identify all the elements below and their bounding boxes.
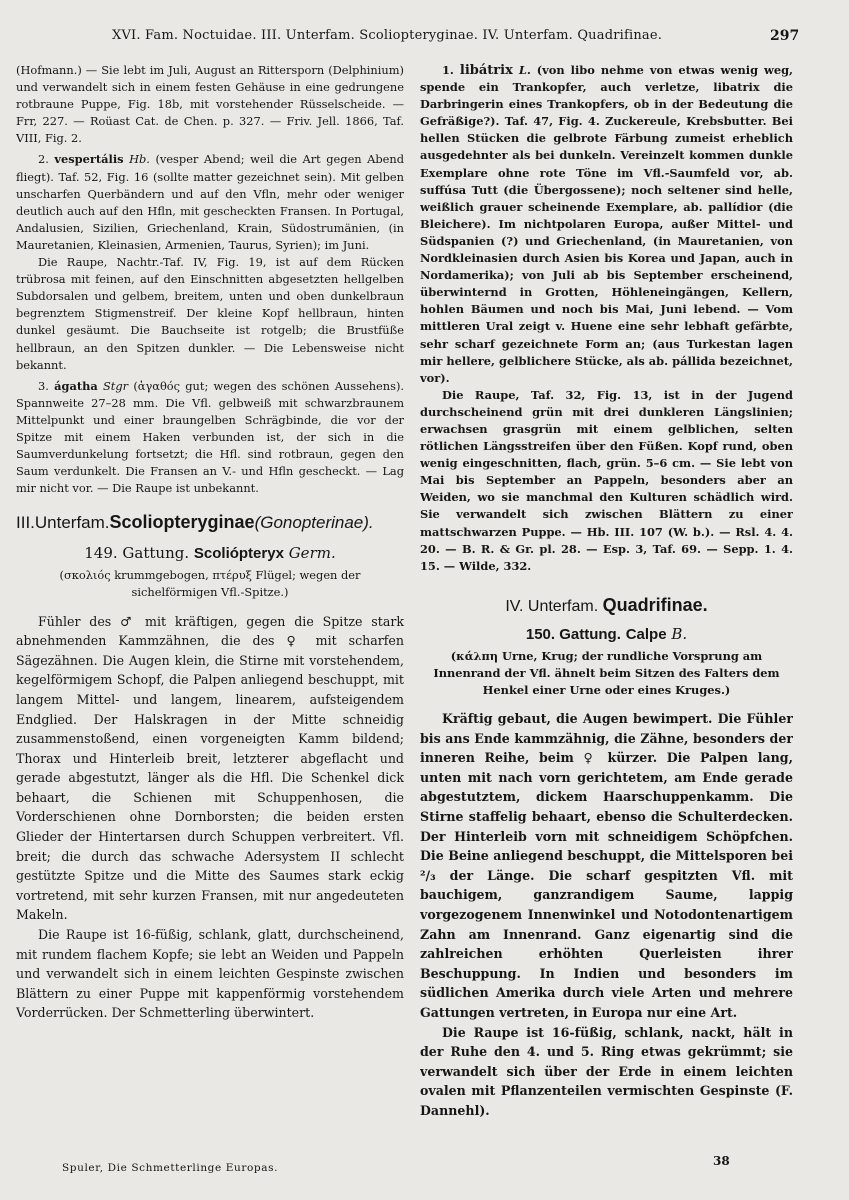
footer-source: Spuler, Die Schmetterlinge Europas. bbox=[62, 1162, 279, 1174]
species-entry-agatha: 3. ágatha Stgr (ἀγαθός gut; wegen des schönen Aussehens). Spannweite 27–28 mm. Die Vfl. gelbweiß mit schwarzbraunem Mittelpunkt und einer braungelben Schrägbinde, die vor der Spitze mit einem Haken verbunden ist, der sich in die Saumverdunkelung fortsetzt; die Hfl. sind rotbraun, gegen den Saum verdunkelt. Die Fransen an V.- und Hfln gescheckt. — Lag mir nicht vor. — Die Raupe ist unbekannt. bbox=[16, 378, 404, 496]
species-entry-vespertalis: 2. vespertális Hb. (vesper Abend; weil die Art gegen Abend fliegt). Taf. 52, Fig. 16 (sollte matter gezeichnet sein). Mit gelben unscharfen Querbändern und auf den Vfln, mehr oder weniger deutlich auch auf den Hfln, mit gescheckten Fransen. In Portugal, Andalusien, Sizilien, Griechenland, Krain, Südostrumänien, (in Mauretanien, Kleinasien, Armenien, Taurus, Syrien); im Juni. bbox=[16, 152, 404, 252]
paragraph: Die Raupe, Taf. 32, Fig. 13, ist in der Jugend durchscheinend grün mit drei dunkleren Längslinien; erwachsen grasgrün mit einem gelblichen, selten rötlichen Längsstreifen über den Füßen. Kopf rund, oben wenig eingeschnitten, flach, grün. 5–6 cm. — Sie lebt von Mai bis September an Pappeln, besonders aber an Weiden, wo sie manchmal den Kulturen schädlich wird. Sie verwandelt sich zwischen Blättern zu einer mattschwarzen Puppe. — Hb. III. 107 (W. b.). — Rsl. 4. 4. 20. — B. R. & Gr. pl. 28. — Esp. 3, Taf. 69. — Sepp. 1. 4. 15. — Wilde, 332. bbox=[420, 387, 793, 573]
page-number: 297 bbox=[770, 28, 800, 44]
species-entry-libatrix: 1. libátrix L. (von libo nehme von etwas wenig weg, spende ein Trankopfer, auch verletze, libatrix die Darbringerin eines Trankopfers, ob in der Bedeutung die Gefräßige?). Taf. 47, Fig. 4. Zuckereule, Krebsbutter. Bei hellen Stücken die gelbrote Färbung zumeist erheblich ausgedehnter als bei dunkeln. Vereinzelt kommen dunkle Exemplare ohne rote Töne im Vfl.-Saumfeld vor, ab. suffúsa Tutt (die Übergossene); noch seltener sind helle, weißlich grauer scheinende Exemplare, ab. pallídior (die Bleichere). Im nichtpolaren Europa, außer Mittel- und Südspanien (?) und Griechenland, (in Mauretanien, von Nordkleinasien durch Asien bis Korea und Japan, auch in Nordamerika); von Juli ab bis September erscheinend, überwinternd in Grotten, Höhleneingängen, Kellern, hohlen Bäumen und noch bis Mai, Juni lebend. — Vom mittleren Ural zeigt v. Huene eine sehr lebhaft gefärbte, sehr scharf gezeichnete Form an; (aus Turkestan lagen mir hellere, gelblichere Stücke, als ab. pállida bezeichnet, vor). bbox=[420, 63, 793, 385]
subfamily-heading: IV. Unterfam. Quadrifinae. bbox=[505, 594, 708, 615]
etymology: (σκολιός krummgebogen, πτέρυξ Flügel; wegen der sichelförmigen Vfl.-Spitze.) bbox=[59, 568, 361, 600]
paragraph: Die Raupe ist 16-füßig, schlank, glatt, durchscheinend, mit rundem flachem Kopfe; sie lebt an Weiden und Pappeln und verwandelt sich in einem leichten Gespinste zwischen Blättern zu einer Puppe mit kappenförmig vorstehendem Vorderrücken. Der Schmetterling überwintert. bbox=[16, 927, 404, 1021]
right-column bbox=[420, 62, 793, 1182]
left-column bbox=[16, 62, 404, 1167]
paragraph: Kräftig gebaut, die Augen bewimpert. Die Fühler bis ans Ende kammzähnig, die Zähne, besonders der inneren Reihe, beim ♀ kürzer. Die Palpen lang, unten mit nach vorn gerichtetem, am Ende gerade abgestutztem, dickem Haarschuppenkamm. Die Stirne staffelig behaart, ebenso die Schulterdecken. Der Hinterleib vorn mit schneidigem Schöpfchen. Die Beine anliegend beschuppt, die Mittelsporen bei ²/₃ der Länge. Die scharf gespitzten Vfl. mit bauchigem, ganzrandigem Saume, lappig vorgezogenem Innenwinkel und Notodontenartigem Zahn am Innenrand. Ganz eigenartig sind die zahlreichen erhöhten Querleisten ihrer Beschuppung. In Indien und besonders im südlichen Amerika durch viele Arten und mehrere Gattungen vertreten, in Europa nur eine Art. bbox=[420, 711, 793, 1020]
paragraph: Die Raupe, Nachtr.-Taf. IV, Fig. 19, ist auf dem Rücken trübrosa mit feinen, auf den Einschnitten abgesetzten hellgelben Subdorsalen und gelbem, breitem, unten und oben dunkelbraun begrenztem Stigmenstreif. Der kleine Kopf hellbraun, hinten dunkel gesäumt. Die Bauchseite ist rotgelb; die Brustfüße hellbraun, an den Spitzen dunkler. — Die Lebensweise nicht bekannt. bbox=[16, 255, 404, 372]
subfamily-heading: III.Unterfam.Scoliopteryginae(Gonopterinae). bbox=[16, 512, 374, 533]
species-author: L. bbox=[518, 63, 531, 77]
paragraph: Fühler des ♂ mit kräftigen, gegen die Spitze stark abnehmenden Kammzähnen, die des ♀ mit scharfen Sägezähnen. Die Augen klein, die Stirne mit vorstehendem, kegelförmigem Schopf, die Palpen anliegend beschuppt, mit langem Mittel- und langem, linearem, aufsteigendem Endglied. Der Halskragen in der Mitte schneidig zusammenstoßend, einen vorgeneigten Kamm bildend; Thorax und Hinterleib breit, letzterer abgeflacht und gerade abgestutzt, länger als die Hfl. Die Schenkel dick behaart, die Schienen mit Schuppenhosen, die Vorderschienen ohne Dornborsten; die beiden ersten Glieder der Hintertarsen durch Schuppen verbreitert. Vfl. breit; die durch das schwache Adersystem II schlecht gestützte Spitze und die Mitte des Saumes stark eckig vortretend, mit sehr kurzen Fransen, mit nur angedeuteten Makeln. bbox=[16, 613, 404, 923]
paragraph: Die Raupe ist 16-füßig, schlank, nackt, hält in der Ruhe den 4. und 5. Ring etwas gekrümmt; sie verwandelt sich über der Erde in einem leichten ovalen mit Pflanzenteilen vermischten Gespinste (F. Dannehl). bbox=[420, 1024, 793, 1118]
running-title: XVI. Fam. Noctuidae. III. Unterfam. Scoliopteryginae. IV. Unterfam. Quadrifinae. bbox=[112, 28, 663, 43]
running-header bbox=[0, 0, 849, 46]
genus-heading: 149. Gattung. Scoliópteryx Germ. bbox=[84, 544, 336, 563]
species-name: libátrix bbox=[459, 63, 513, 78]
species-author: Hb. bbox=[129, 152, 150, 167]
species-author: Stgr bbox=[102, 378, 129, 393]
genus-heading: 150. Gattung. Calpe B. bbox=[525, 624, 688, 643]
species-name: ágatha bbox=[54, 378, 98, 393]
species-name: vespertális bbox=[54, 152, 124, 167]
sheet-signature: 38 bbox=[713, 1154, 730, 1168]
etymology: (κάλπη Urne, Krug; der rundliche Vorsprung am Innenrand der Vfl. ähnelt beim Sitzen des Falters dem Henkel einer Urne oder eines Kruges.) bbox=[433, 648, 780, 697]
paragraph: (Hofmann.) — Sie lebt im Juli, August an Rittersporn (Delphinium) und verwandelt sich in einem festen Gehäuse in eine gedrungene rotbraune Puppe, Fig. 18b, mit vorstehender Rüsselscheide. — Frr, 227. — Roüast Cat. de Chen. p. 327. — Friv. Jell. 1866, Taf. VIII, Fig. 2. bbox=[16, 63, 404, 146]
